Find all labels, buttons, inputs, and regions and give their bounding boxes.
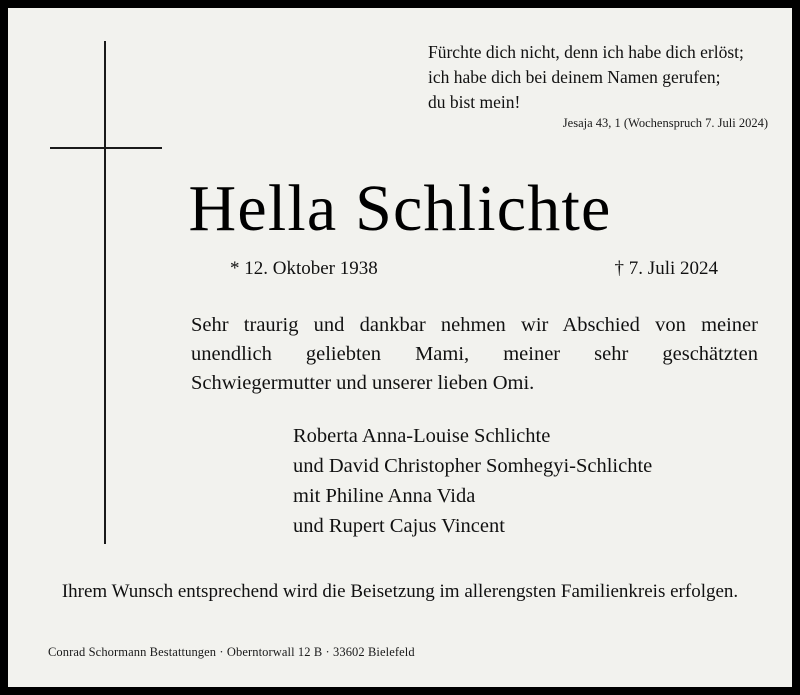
bible-verse-line: Fürchte dich nicht, denn ich habe dich erlöst;: [428, 42, 744, 62]
bible-verse-line: ich habe dich bei deinem Namen gerufen;: [428, 66, 721, 87]
funeral-home-footer: Conrad Schormann Bestattungen · Oberntorwall 12 B · 33602 Bielefeld: [48, 645, 415, 659]
funeral-note: Ihrem Wunsch entsprechend wird die Beisetzung im allerengsten Familienkreis erfolgen.: [61, 581, 739, 602]
cross-icon-vertical-bar: [104, 41, 106, 544]
bible-verse: [428, 40, 768, 115]
family-name-line: Roberta Anna-Louise Schlichte: [293, 425, 551, 447]
bible-verse-source: Jesaja 43, 1 (Wochenspruch 7. Juli 2024): [562, 116, 768, 130]
birth-date: * 12. Oktober 1938: [230, 258, 378, 279]
family-name-line: und Rupert Cajus Vincent: [293, 515, 505, 538]
deceased-name: Hella Schlichte: [188, 172, 612, 245]
family-names: [293, 421, 763, 542]
bible-verse-line: du bist mein!: [428, 91, 521, 112]
family-name-line: und David Christopher Somhegyi-Schlichte: [293, 455, 653, 478]
obituary-notice: [8, 8, 792, 687]
life-dates: [188, 258, 758, 280]
cross-icon-horizontal-bar: [50, 147, 162, 149]
family-name-line: mit Philine Anna Vida: [293, 485, 476, 508]
death-date: † 7. Juli 2024: [614, 258, 718, 279]
mourning-message: Sehr traurig und dankbar nehmen wir Abschied von meiner unendlich geliebten Mami, meiner sehr geschätzten Schwiegermutter und unserer lieben Omi.: [191, 314, 758, 395]
